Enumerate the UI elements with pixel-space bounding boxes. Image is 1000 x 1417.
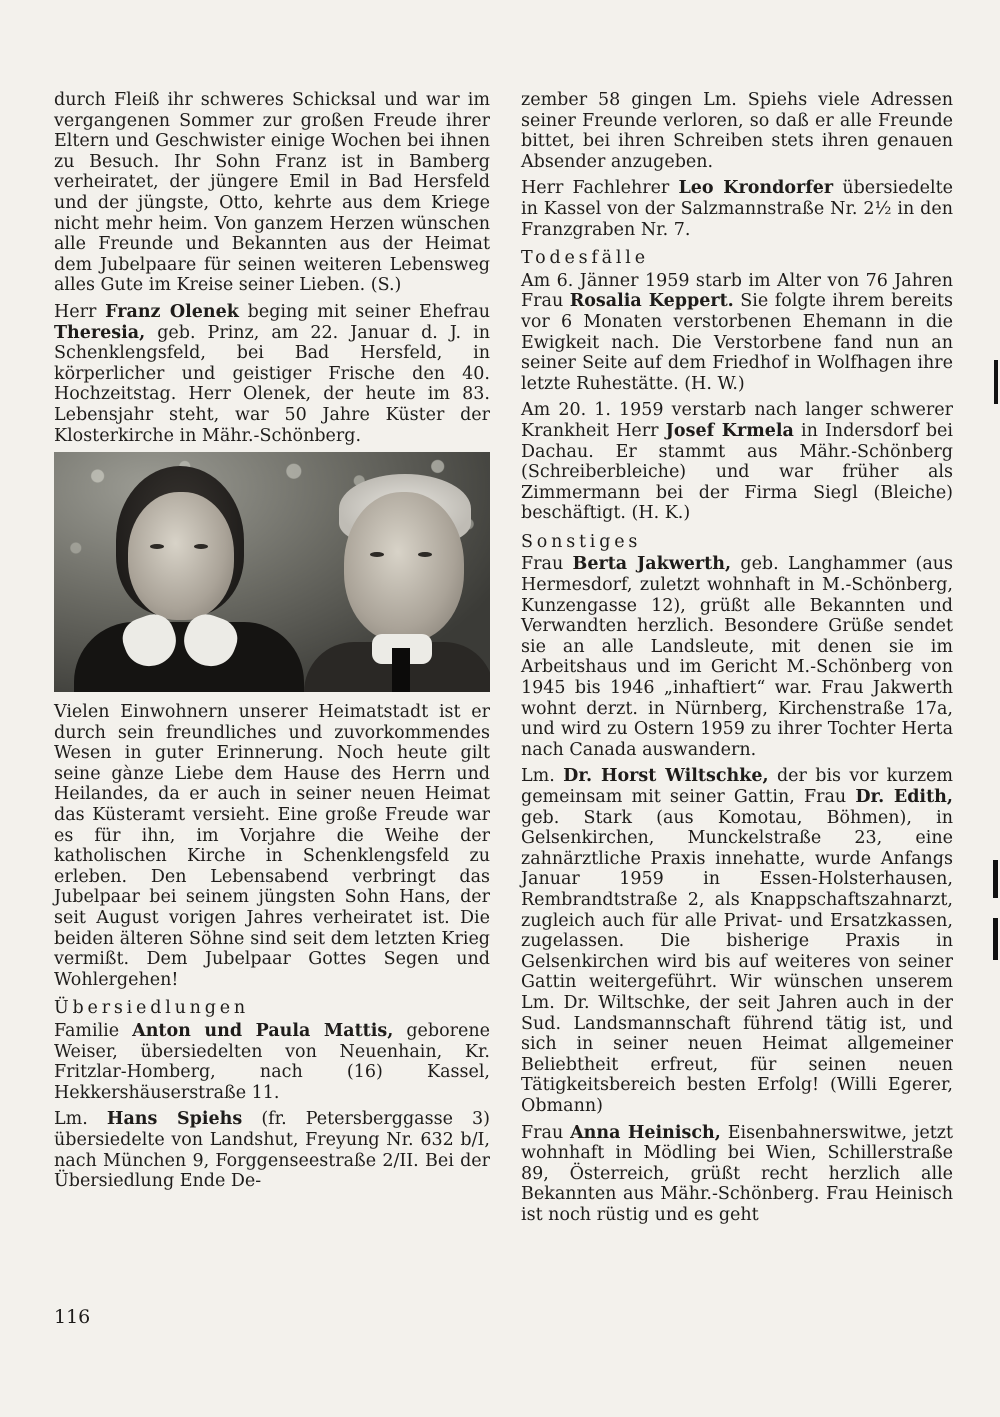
person-name: Anton und Paula Mattis,	[132, 1021, 394, 1041]
paragraph-mattis: Familie Anton und Paula Mattis, geborene Weiser, übersiedelten von Neuenhain, Kr. Fritzlar-Homberg, nach (16) Kassel, Hekkershäuserstraße 11.	[54, 1021, 490, 1103]
paragraph-spiehs: Lm. Hans Spiehs (fr. Petersberggasse 3) übersiedelte von Landshut, Freyung Nr. 632 b/I, nach München 9, Forggenseestraße 2/II. Bei der Übersiedlung Ende De-	[54, 1109, 491, 1192]
paragraph-intro: durch Fleiß ihr schweres Schicksal und war im vergangenen Sommer zur großen Freude ihrer Eltern und Geschwister einige Wochen bei ihnen zu Besuch. Ihr Sohn Franz ist in Bamberg verheiratet, der jüngere Emil in Bad Hersfeld und der jüngste, Otto, kehrte aus dem Kriege nicht mehr heim. Von ganzem Herzen wünschen alle Freunde und Bekannten aus der Heimat dem Jubelpaare für seinen weiteren Lebensweg alles Gute im Kreise seiner Lieben. (S.)	[54, 90, 490, 296]
paragraph-keppert: Am 6. Jänner 1959 starb im Alter von 76 Jahren Frau Rosalia Keppert. Sie folgte ihrem bereits vor 6 Monaten verstorbenen Ehemann in die Ewigkeit nach. Die Verstorbene fand nun an seiner Seite auf dem Friedhof in Wolfhagen ihre letzte Ruhestätte. (H. W.)	[521, 270, 953, 394]
person-name: Josef Krmela	[665, 420, 794, 441]
person-name: Anna Heinisch,	[570, 1122, 721, 1143]
left-column	[54, 90, 490, 1198]
paragraph-krondorfer: Herr Fachlehrer Leo Krondorfer übersiedelte in Kassel von der Salzmannstraße Nr. 2½ in den Franzgraben Nr. 7.	[521, 178, 953, 240]
paragraph-wiltschke: Lm. Dr. Horst Wiltschke, der bis vor kurzem gemeinsam mit seiner Gattin, Frau Dr. Edith, geb. Stark (aus Komotau, Böhmen), in Gelsenkirchen, Munckelstraße 23, eine zahnärztliche Praxis innehatte, wurde Anfangs Januar 1959 in Essen-Holsterhausen, Rembrandtstraße 2, als Knappschaftszahnarzt, zugleich auch für alle Privat- und Ersatzkassen, zugelassen. Die bisherige Praxis in Gelsenkirchen wird bis auf weiteres von seiner Gattin weitergeführt. Wir wünschen unserem Lm. Dr. Wiltschke, der seit Jahren auch in der Sud. Landsmannschaft führend tätig ist, und sich in seiner neuen Heimat allgemeiner Beliebtheit erfreut, für seinen neuen Tätigkeitsbereich besten Erfolg! (Willi Egerer, Obmann)	[521, 766, 954, 1116]
couple-photo	[54, 452, 490, 692]
person-name: Rosalia Keppert.	[569, 291, 734, 312]
paragraph-heinisch: Frau Anna Heinisch, Eisenbahnerswitwe, jetzt wohnhaft in Mödling bei Wien, Schillerstraße 89, Österreich, grüßt recht herzlich alle Bekannten aus Mähr.-Schönberg. Frau Heinisch ist noch rüstig und es geht	[521, 1122, 953, 1225]
edge-mark	[994, 360, 998, 404]
section-heading-sonstiges: Sonstiges	[521, 531, 642, 552]
paragraph-olenek: Herr Franz Olenek beging mit seiner Ehefrau Theresia, geb. Prinz, am 22. Januar d. J. in Schenklengsfeld, bei Bad Hersfeld, in körperlicher und geistiger Frische den 40. Hochzeitstag. Herr Olenek, der heute im 83. Lebensjahr steht, war 50 Jahre Küster der Klosterkirche in Mähr.-Schönberg.	[54, 301, 490, 446]
paragraph-tribute: Vielen Einwohnern unserer Heimatstadt ist er durch sein freundliches und zuvorkommendes Wesen in guter Erinnerung. Noch heute gilt seine gànze Liebe dem Hause des Herrn und Heilandes, da er auch in seiner neuen Heimat das Küsteramt versieht. Eine große Freude war es für ihn, im Vorjahre die Weihe der katholischen Kirche in Schenklengsfeld zu erleben. Den Lebensabend verbringt das Jubelpaar bei seinem jüngsten Sohn Hans, der seit August vorigen Jahres verheiratet ist. Die beiden älteren Söhne sind seit dem letzten Krieg vermißt. Dem Jubelpaar Gottes Segen und Wohlergehen!	[54, 702, 490, 990]
person-name: Hans Spiehs	[106, 1109, 243, 1130]
person-name: Dr. Edith,	[855, 787, 953, 807]
section-heading-todesfaelle: Todesfälle	[521, 248, 649, 269]
person-name: Franz Olenek	[105, 301, 239, 322]
edge-mark	[993, 860, 998, 898]
page-number: 116	[54, 1306, 91, 1328]
paragraph-spiehs-cont: zember 58 gingen Lm. Spiehs viele Adressen seiner Freunde verloren, so daß er alle Freunde bittet, bei ihren Schreiben stets ihren genauen Absender anzugeben.	[521, 90, 953, 172]
right-column	[521, 90, 953, 1231]
edge-mark	[993, 918, 998, 960]
person-name: Berta Jakwerth,	[572, 554, 732, 575]
paragraph-jakwerth: Frau Berta Jakwerth, geb. Langhammer (aus Hermesdorf, zuletzt wohnhaft in M.-Schönberg, Kunzengasse 12), grüßt alle Bekannten und Verwandten herzlich. Besondere Grüße sendet sie an alle Landsleute, mit denen sie im Arbeitshaus und im Gericht M.-Schönberg von 1945 bis 1946 „inhaftiert“ war. Frau Jakwerth wohnt derzt. in Nürnberg, Kirchenstraße 17a, und wird zu Ostern 1959 zu ihrer Tochter Herta nach Canada auswandern.	[521, 554, 954, 760]
person-name: Dr. Horst Wiltschke,	[563, 766, 769, 787]
person-name: Leo Krondorfer	[678, 178, 834, 199]
paragraph-krmela: Am 20. 1. 1959 verstarb nach langer schwerer Krankheit Herr Josef Krmela in Indersdorf bei Dachau. Er stammt aus Mähr.-Schönberg (Schreiberbleiche) und war früher als Zimmermann bei der Firma Siegl (Bleiche) beschäftigt. (H. K.)	[521, 400, 953, 524]
section-heading-uebersiedlungen: Übersiedlungen	[54, 998, 249, 1019]
person-name: Theresia,	[54, 322, 146, 343]
